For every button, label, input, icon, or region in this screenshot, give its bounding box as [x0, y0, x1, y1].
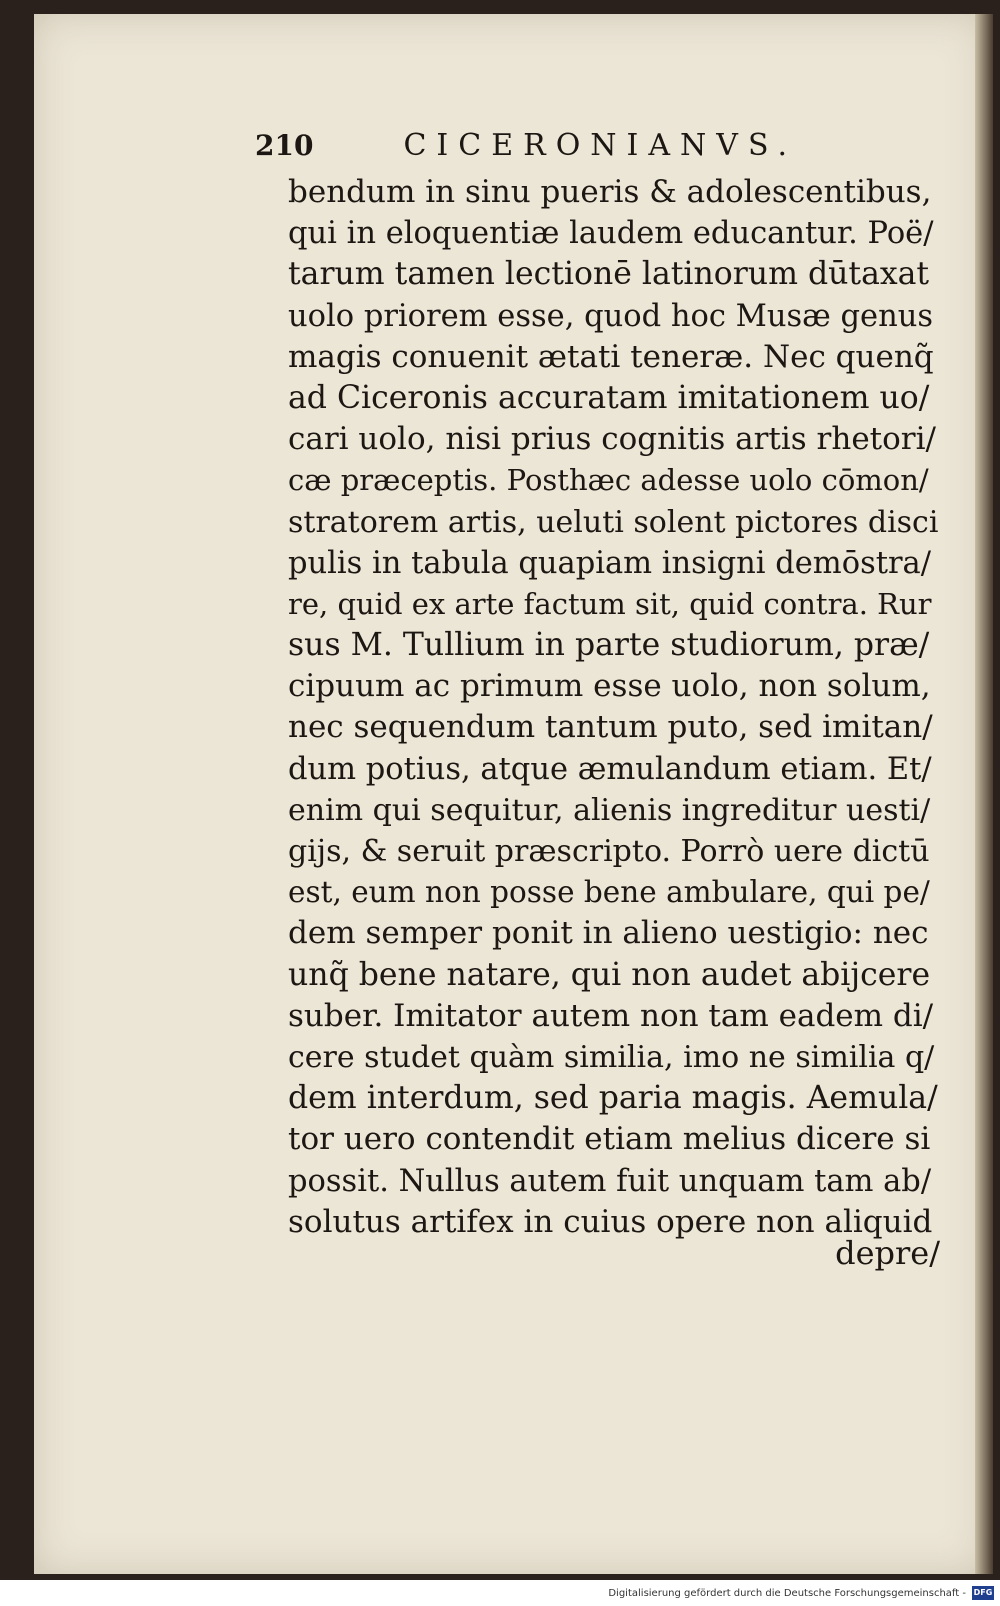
running-head: [255, 128, 855, 168]
text-line: stratorem artis, ueluti solent pictores disci: [288, 504, 939, 540]
text-line: dum potius, atque æmulandum etiam. Et/: [288, 751, 932, 787]
text-line: tarum tamen lectionē latinorum dūtaxat: [288, 256, 930, 293]
text-line: dem interdum, sed paria magis. Aemula/: [288, 1080, 938, 1117]
page-number: 210: [255, 129, 314, 162]
text-line: cari uolo, nisi prius cognitis artis rhetori/: [288, 421, 936, 458]
dfg-logo: DFG: [972, 1586, 994, 1600]
footer-credit: Digitalisierung gefördert durch die Deutsche Forschungsgemeinschaft -: [608, 1587, 966, 1599]
catchword: depre/: [835, 1234, 940, 1272]
text-line: cipuum ac primum esse uolo, non solum,: [288, 668, 931, 705]
text-line: gijs, & seruit præscripto. Porrò uere dictū: [288, 834, 930, 869]
text-line: suber. Imitator autem non tam eadem di/: [288, 997, 934, 1034]
text-line: sus M. Tullium in parte studiorum, præ/: [288, 627, 930, 664]
text-line: ad Ciceronis accuratam imitationem uo/: [288, 379, 930, 416]
text-line: enim qui sequitur, alienis ingreditur uesti/: [288, 792, 931, 828]
page-edge: [975, 14, 993, 1574]
running-title: CICERONIANVS.: [403, 128, 797, 163]
text-line: tor uero contendit etiam melius dicere si: [288, 1121, 931, 1158]
body-text: [288, 172, 938, 1243]
text-line: est, eum non posse bene ambulare, qui pe/: [288, 875, 930, 910]
text-line: magis conuenit ætati teneræ. Nec quenq̃: [288, 338, 934, 375]
footer-bar: [0, 1580, 1000, 1606]
text-line: solutus artifex in cuius opere non aliquid: [288, 1203, 933, 1240]
text-line: unq̃ bene natare, qui non audet abijcere: [288, 956, 931, 993]
text-line: nec sequendum tantum puto, sed imitan/: [288, 709, 933, 746]
text-line: cere studet quàm similia, imo ne similia q/: [288, 1039, 935, 1075]
text-line: re, quid ex arte factum sit, quid contra. Rur: [288, 586, 932, 621]
text-line: pulis in tabula quapiam insigni demōstra/: [288, 545, 932, 581]
text-line: possit. Nullus autem fuit unquam tam ab/: [288, 1163, 932, 1199]
text-line: uolo priorem esse, quod hoc Musæ genus: [288, 298, 934, 334]
text-line: qui in eloquentiæ laudem educantur. Poë/: [288, 216, 934, 252]
text-line: bendum in sinu pueris & adolescentibus,: [288, 174, 932, 210]
text-line: dem semper ponit in alieno uestigio: nec: [288, 915, 929, 952]
text-line: cæ præceptis. Posthæc adesse uolo cōmon/: [288, 463, 929, 498]
